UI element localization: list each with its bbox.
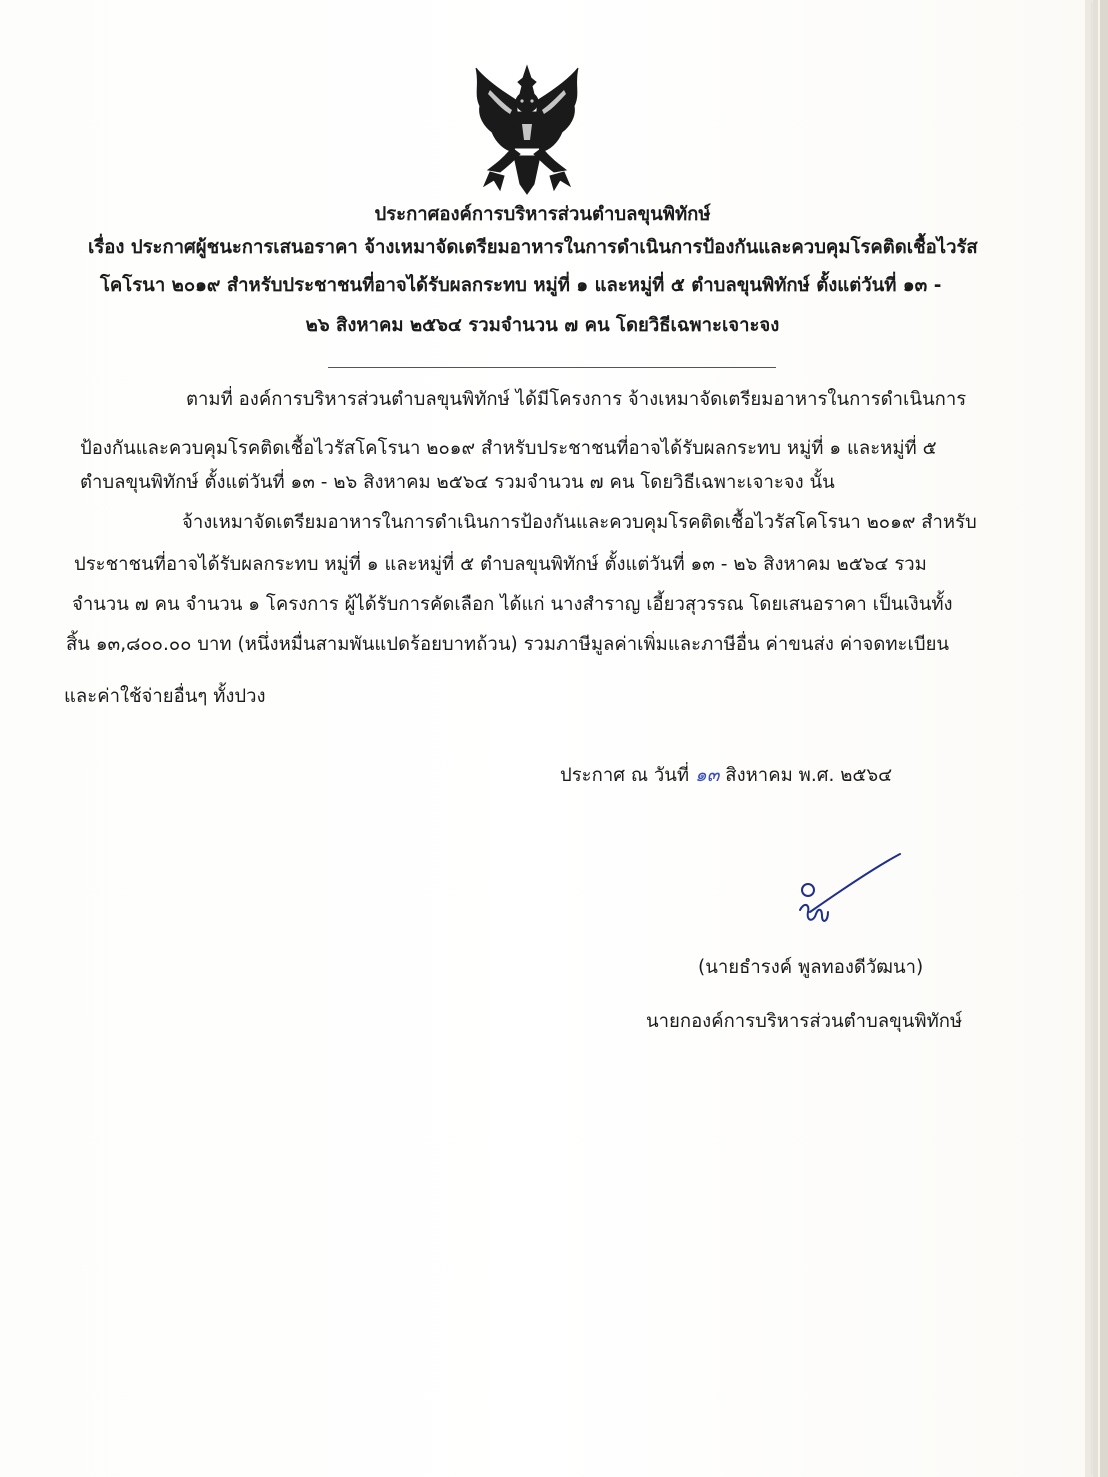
divider-rule xyxy=(328,367,776,368)
garuda-emblem-icon xyxy=(470,60,584,200)
handwritten-signature xyxy=(770,850,910,930)
paper-stack-edge xyxy=(1093,0,1098,1477)
body-text-line: ประชาชนที่อาจได้รับผลกระทบ หมู่ที่ ๑ และหมู่ที่ ๕ ตำบลขุนพิทักษ์ ตั้งแต่วันที่ ๑๓ - ๒๖ สิงหาคม ๒๕๖๔ รวม xyxy=(74,554,927,575)
signer-title: นายกองค์การบริหารส่วนตำบลขุนพิทักษ์ xyxy=(646,1011,963,1032)
date-suffix: สิงหาคม พ.ศ. ๒๕๖๔ xyxy=(725,765,893,786)
body-text-line: และค่าใช้จ่ายอื่นๆ ทั้งปวง xyxy=(64,686,266,707)
paper-stack-edge xyxy=(1100,0,1108,1477)
body-text-line: จ้างเหมาจัดเตรียมอาหารในการดำเนินการป้องกันและควบคุมโรคติดเชื้อไวรัสโคโรนา ๒๐๑๙ สำหรับ xyxy=(182,512,977,533)
document-subject-line: ๒๖ สิงหาคม ๒๕๖๔ รวมจำนวน ๗ คน โดยวิธีเฉพาะเจาะจง xyxy=(305,315,780,336)
handwritten-day: ๑๓ xyxy=(695,765,720,786)
body-text-line: ป้องกันและควบคุมโรคติดเชื้อไวรัสโคโรนา ๒๐๑๙ สำหรับประชาชนที่อาจได้รับผลกระทบ หมู่ที่ ๑ และหมู่ที่ ๕ xyxy=(80,438,937,459)
paper-stack-edge xyxy=(1085,0,1091,1477)
body-text-line: ตำบลขุนพิทักษ์ ตั้งแต่วันที่ ๑๓ - ๒๖ สิงหาคม ๒๕๖๔ รวมจำนวน ๗ คน โดยวิธีเฉพาะเจาะจง นั้น xyxy=(80,472,835,493)
document-org-heading: ประกาศองค์การบริหารส่วนตำบลขุนพิทักษ์ xyxy=(374,204,711,225)
body-text-line: ตามที่ องค์การบริหารส่วนตำบลขุนพิทักษ์ ได้มีโครงการ จ้างเหมาจัดเตรียมอาหารในการดำเนินการ xyxy=(186,389,967,410)
signer-name: (นายธำรงค์ พูลทองดีวัฒนา) xyxy=(698,957,924,978)
body-text-line: จำนวน ๗ คน จำนวน ๑ โครงการ ผู้ได้รับการคัดเลือก ได้แก่ นางสำราญ เอี้ยวสุวรรณ โดยเสนอราคา เป็นเงินทั้ง xyxy=(72,594,953,615)
date-prefix: ประกาศ ณ วันที่ xyxy=(560,765,690,786)
announcement-date xyxy=(560,764,892,788)
body-text-line: สิ้น ๑๓,๘๐๐.๐๐ บาท (หนึ่งหมื่นสามพันแปดร้อยบาทถ้วน) รวมภาษีมูลค่าเพิ่มและภาษีอื่น ค่าขนส่ง ค่าจดทะเบียน xyxy=(66,634,950,655)
document-subject-line: โคโรนา ๒๐๑๙ สำหรับประชาชนที่อาจได้รับผลกระทบ หมู่ที่ ๑ และหมู่ที่ ๕ ตำบลขุนพิทักษ์ ตั้งแต่วันที่ ๑๓ - xyxy=(100,275,942,296)
document-subject-line: เรื่อง ประกาศผู้ชนะการเสนอราคา จ้างเหมาจัดเตรียมอาหารในการดำเนินการป้องกันและควบคุมโรคติดเชื้อไวรัส xyxy=(88,237,978,258)
